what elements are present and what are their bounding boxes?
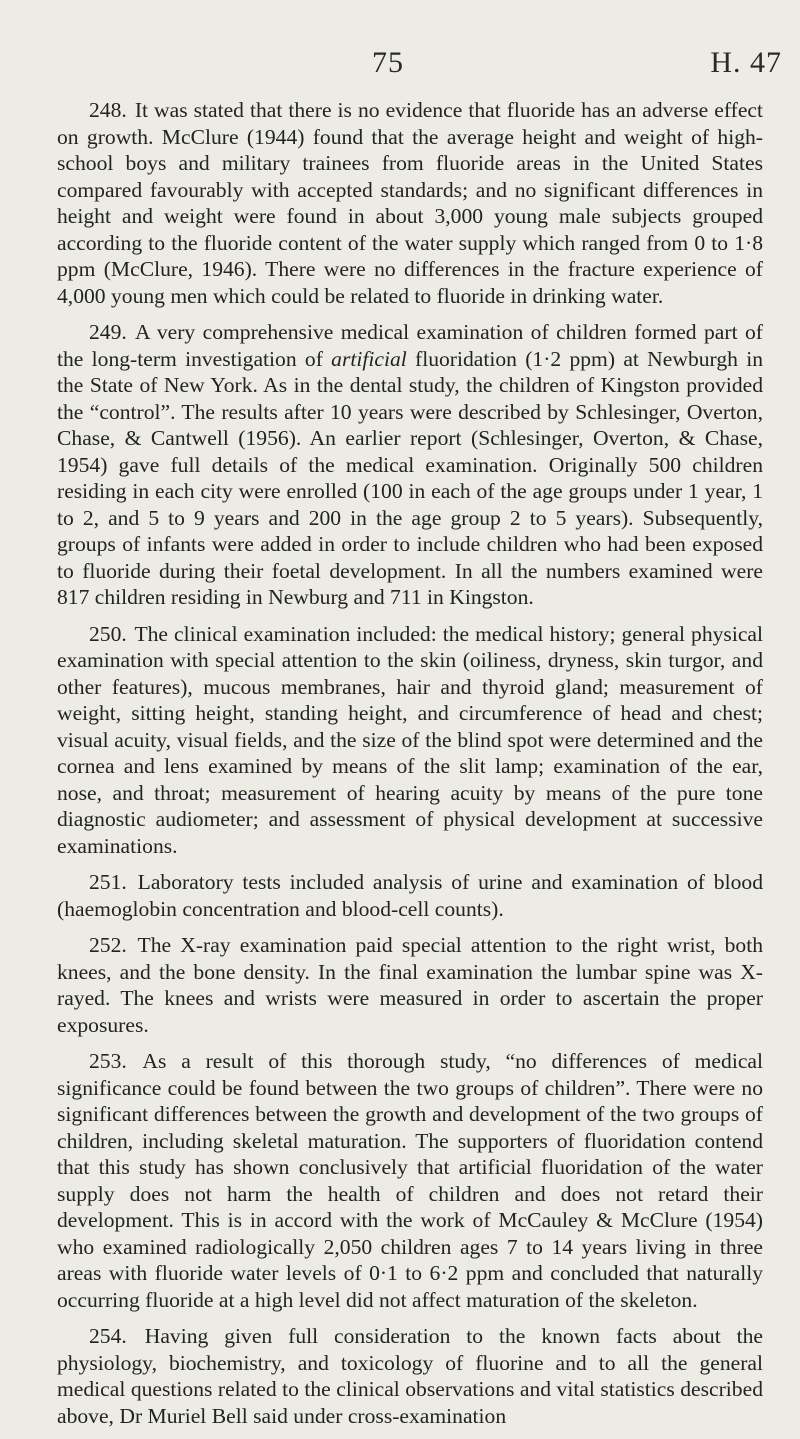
paragraph-248 [57,97,763,309]
paragraph-253 [57,1048,763,1313]
paragraph-254 [57,1323,763,1429]
document-reference: H. 47 [710,46,782,79]
paragraph-number: 249. [89,320,127,344]
paragraph-number: 248. [89,98,127,122]
paragraph-252 [57,932,763,1038]
paragraph-251 [57,869,763,922]
body-text [57,97,763,1439]
paragraph-text: Having given full consideration to the known facts about the physiology, biochemistry, and toxicology of fluorine and to all the general medical questions related to the clinical observations and vital statistics described above, Dr Muriel Bell said under cross-examination [57,1324,763,1428]
paragraph-text: Laboratory tests included analysis of urine and examination of blood (haemoglobin concentration and blood-cell counts). [57,870,763,921]
paragraph-text-continued: fluoridation (1·2 ppm) at Newburgh in the State of New York. As in the dental study, the children of Kingston provided the “control”. The results after 10 years were described by Schlesinger, Overton, Chase, & Cantwell (1956). An earlier report (Schlesinger, Overton, & Chase, 1954) gave full details of the medical examination. Originally 500 children residing in each city were enrolled (100 in each of the age groups under 1 year, 1 to 2, and 5 to 9 years and 200 in the age group 2 to 5 years). Subsequently, groups of infants were added in order to include children who had been exposed to fluoride during their foetal development. In all the numbers examined were 817 children residing in Newburg and 711 in Kingston. [57,346,763,609]
paragraph-number: 250. [89,621,127,646]
paragraph-number: 254. [89,1324,127,1348]
paragraph-249 [57,319,763,611]
paragraph-text: The X-ray examination paid special attention to the right wrist, both knees, and the bone density. In the final examination the lumbar spine was X-rayed. The knees and wrists were measured in order to ascertain the proper exposures. [57,933,763,1037]
paragraph-250 [57,621,763,860]
paragraph-text: The clinical examination included: the medical history; general physical examination with special attention to the skin (oiliness, dryness, skin turgor, and other features), mucous membranes, hair and thyroid gland; measurement of weight, sitting height, standing height, and circumference of head and chest; visual acuity, visual fields, and the size of the blind spot were determined and the cornea and lens examined by means of the slit lamp; examination of the ear, nose, and throat; measurement of hearing acuity by means of the pure tone diagnostic audiometer; and assessment of physical development at successive examinations. [57,621,763,858]
paragraph-text: A very comprehensive medical examination of children formed part of the long-term investigation of [57,320,763,371]
paragraph-text: As a result of this thorough study, “no differences of medical significance could be found between the two groups of children”. There were no significant differences between the growth and development of the two groups of children, including skeletal maturation. The supporters of fluoridation contend that this study has shown conclusively that artificial fluoridation of the water supply does not harm the health of children and does not retard their development. This is in accord with the work of McCauley & McClure (1954) who examined radiologically 2,050 children ages 7 to 14 years living in three areas with fluoride water levels of 0·1 to 6·2 ppm and concluded that naturally occurring fluoride at a high level did not affect maturation of the skeleton. [57,1049,763,1312]
paragraph-number: 251. [89,870,127,894]
paragraph-number: 253. [89,1049,127,1073]
italic-term: artificial [331,346,407,371]
paragraph-text: It was stated that there is no evidence that fluoride has an adverse effect on growth. McClure (1944) found that the average height and weight of high-school boys and military trainees from fluoride areas in the United States compared favourably with accepted standards; and no significant differences in height and weight were found in about 3,000 young male subjects grouped according to the fluoride content of the water supply which ranged from 0 to 1·8 ppm (McClure, 1946). There were no differences in the fracture experience of 4,000 young men which could be related to fluoride in drinking water. [57,98,763,308]
paragraph-number: 252. [89,933,127,957]
page-number: 75 [372,46,404,79]
